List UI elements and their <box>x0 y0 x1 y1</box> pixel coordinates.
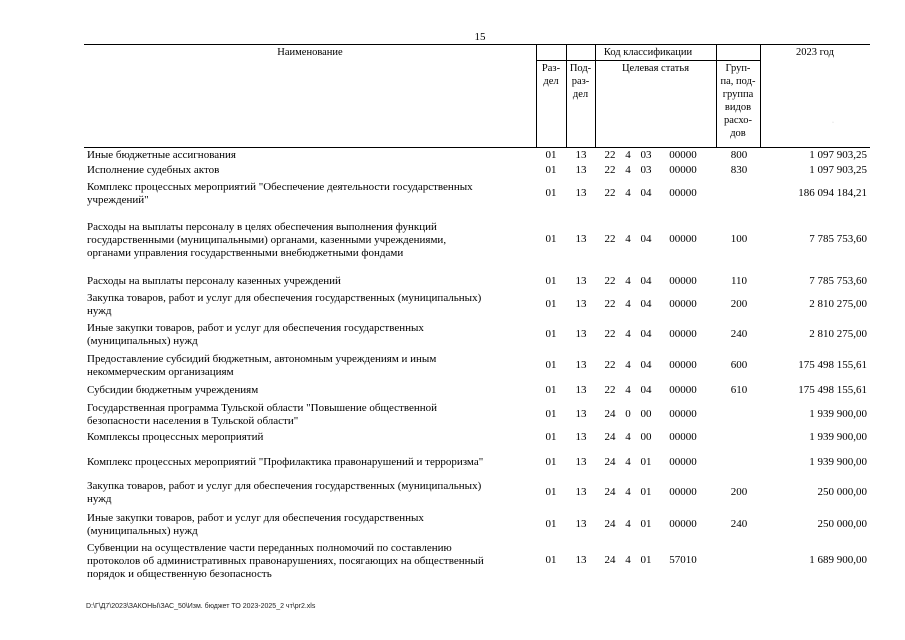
code-razdel: 01 <box>545 408 557 420</box>
row-amount: 1 939 900,00 <box>809 431 867 443</box>
code-vid: 240 <box>730 518 748 530</box>
code-razdel: 01 <box>545 384 557 396</box>
code-target-program: 22 <box>604 164 616 176</box>
decoration-mark: · <box>832 120 834 126</box>
row-name: Субсидии бюджетным учреждениям <box>87 384 259 396</box>
code-target-direction: 57010 <box>669 554 697 566</box>
code-target-subprogram: 4 <box>625 431 631 443</box>
code-target-event: 01 <box>640 518 652 530</box>
code-target-event: 01 <box>640 486 652 498</box>
code-target-direction: 00000 <box>669 328 697 340</box>
row-name: Иные закупки товаров, работ и услуг для обеспечения государственных (муниципальных) нужд <box>87 512 424 537</box>
row-name: Расходы на выплаты персоналу в целях обеспечения выполнения функций государственными (муниципальными) органами, казенными учреждениями, органами управления государственными внебюджетными фондами <box>87 221 447 259</box>
code-razdel: 01 <box>545 164 557 176</box>
code-target-program: 24 <box>604 431 616 443</box>
code-target-program: 24 <box>604 486 616 498</box>
row-amount: 175 498 155,61 <box>798 384 867 396</box>
row-name: Закупка товаров, работ и услуг для обеспечения государственных (муниципальных) нужд <box>87 480 482 505</box>
row-amount: 1 939 900,00 <box>809 456 867 468</box>
header-vid: Груп- па, под- группа видов расхо- дов <box>720 63 756 139</box>
code-target-direction: 00000 <box>669 431 697 443</box>
code-razdel: 01 <box>545 328 557 340</box>
code-target-event: 04 <box>640 275 652 287</box>
code-podrazdel: 13 <box>575 164 587 176</box>
footer-path: D:\Г\Д7\2023\ЗАКОНЫ\ЗАС_50\Изм. бюджет ТО 2023-2025_2 чт\pr2.xls <box>86 603 316 610</box>
row-amount: 7 785 753,60 <box>809 233 867 245</box>
row-amount: 186 094 184,21 <box>798 187 867 199</box>
code-target-event: 01 <box>640 554 652 566</box>
code-target-event: 04 <box>640 187 652 199</box>
code-podrazdel: 13 <box>575 456 587 468</box>
code-target-direction: 00000 <box>669 233 697 245</box>
code-vid: 110 <box>730 275 748 287</box>
code-target-event: 04 <box>640 233 652 245</box>
row-name: Закупка товаров, работ и услуг для обеспечения государственных (муниципальных) нужд <box>87 292 482 317</box>
code-target-event: 04 <box>640 359 652 371</box>
header-target: Целевая статья <box>621 63 690 74</box>
code-razdel: 01 <box>545 359 557 371</box>
row-name: Расходы на выплаты персоналу казенных учреждений <box>87 275 341 287</box>
code-target-subprogram: 4 <box>625 456 631 468</box>
code-target-program: 22 <box>604 384 616 396</box>
code-razdel: 01 <box>545 275 557 287</box>
code-target-event: 01 <box>640 456 652 468</box>
code-vid: 830 <box>730 164 748 176</box>
code-razdel: 01 <box>545 456 557 468</box>
code-target-direction: 00000 <box>669 359 697 371</box>
row-name: Исполнение судебных актов <box>87 164 220 176</box>
code-podrazdel: 13 <box>575 328 587 340</box>
code-razdel: 01 <box>545 554 557 566</box>
code-target-subprogram: 4 <box>625 554 631 566</box>
code-target-subprogram: 4 <box>625 298 631 310</box>
code-podrazdel: 13 <box>575 486 587 498</box>
code-target-program: 24 <box>604 518 616 530</box>
row-name: Комплекс процессных мероприятий "Обеспечение деятельности государственных учреждений" <box>87 181 473 206</box>
code-target-subprogram: 4 <box>625 359 631 371</box>
code-podrazdel: 13 <box>575 431 587 443</box>
row-amount: 7 785 753,60 <box>809 275 867 287</box>
code-target-event: 03 <box>640 164 652 176</box>
row-amount: 250 000,00 <box>817 486 867 498</box>
code-target-direction: 00000 <box>669 456 697 468</box>
code-podrazdel: 13 <box>575 275 587 287</box>
row-amount: 250 000,00 <box>817 518 867 530</box>
row-amount: 2 810 275,00 <box>809 298 867 310</box>
code-vid: 200 <box>730 486 748 498</box>
code-vid: 100 <box>730 233 748 245</box>
code-target-direction: 00000 <box>669 518 697 530</box>
code-target-program: 22 <box>604 328 616 340</box>
code-target-program: 22 <box>604 187 616 199</box>
row-name: Комплексы процессных мероприятий <box>87 431 264 443</box>
row-name: Государственная программа Тульской области "Повышение общественной безопасности населения в Тульской области" <box>87 402 437 427</box>
code-target-event: 04 <box>640 384 652 396</box>
header-code-group: Код классификации <box>603 47 693 58</box>
code-target-subprogram: 4 <box>625 384 631 396</box>
code-target-event: 00 <box>640 408 652 420</box>
code-podrazdel: 13 <box>575 359 587 371</box>
code-vid: 600 <box>730 359 748 371</box>
code-target-program: 22 <box>604 233 616 245</box>
code-vid: 610 <box>730 384 748 396</box>
header-razdel: Раз- дел <box>541 63 561 87</box>
code-target-program: 22 <box>604 275 616 287</box>
code-target-program: 22 <box>604 298 616 310</box>
header-year: 2023 год <box>796 47 834 58</box>
code-podrazdel: 13 <box>575 518 587 530</box>
code-target-event: 03 <box>640 149 652 161</box>
page-number: 15 <box>474 31 486 43</box>
header-podrazdel: Под- раз- дел <box>569 63 592 100</box>
code-target-event: 04 <box>640 298 652 310</box>
row-amount: 2 810 275,00 <box>809 328 867 340</box>
code-target-direction: 00000 <box>669 384 697 396</box>
code-razdel: 01 <box>545 431 557 443</box>
code-razdel: 01 <box>545 233 557 245</box>
code-target-direction: 00000 <box>669 408 697 420</box>
row-amount: 1 939 900,00 <box>809 408 867 420</box>
row-name: Иные закупки товаров, работ и услуг для обеспечения государственных (муниципальных) нужд <box>87 322 424 347</box>
code-podrazdel: 13 <box>575 187 587 199</box>
code-target-direction: 00000 <box>669 164 697 176</box>
header-name: Наименование <box>277 47 343 58</box>
code-target-subprogram: 4 <box>625 486 631 498</box>
code-target-subprogram: 4 <box>625 328 631 340</box>
code-target-direction: 00000 <box>669 275 697 287</box>
code-podrazdel: 13 <box>575 233 587 245</box>
code-target-program: 22 <box>604 359 616 371</box>
row-amount: 1 097 903,25 <box>809 164 867 176</box>
row-name: Комплекс процессных мероприятий "Профилактика правонарушений и терроризма" <box>87 456 484 468</box>
code-target-subprogram: 4 <box>625 233 631 245</box>
code-podrazdel: 13 <box>575 298 587 310</box>
code-target-program: 24 <box>604 554 616 566</box>
code-target-subprogram: 4 <box>625 187 631 199</box>
code-target-program: 24 <box>604 408 616 420</box>
code-target-subprogram: 4 <box>625 164 631 176</box>
code-razdel: 01 <box>545 486 557 498</box>
code-vid: 800 <box>730 149 748 161</box>
code-target-direction: 00000 <box>669 149 697 161</box>
code-target-event: 04 <box>640 328 652 340</box>
code-target-subprogram: 4 <box>625 275 631 287</box>
code-razdel: 01 <box>545 298 557 310</box>
code-target-direction: 00000 <box>669 486 697 498</box>
code-target-event: 00 <box>640 431 652 443</box>
table-header <box>84 44 870 148</box>
code-podrazdel: 13 <box>575 384 587 396</box>
row-name: Предоставление субсидий бюджетным, автономным учреждениям и иным некоммерческим организациям <box>87 353 437 378</box>
row-amount: 1 689 900,00 <box>809 554 867 566</box>
code-target-subprogram: 0 <box>625 408 631 420</box>
code-vid: 200 <box>730 298 748 310</box>
code-target-program: 22 <box>604 149 616 161</box>
row-amount: 1 097 903,25 <box>809 149 867 161</box>
code-target-program: 24 <box>604 456 616 468</box>
code-razdel: 01 <box>545 149 557 161</box>
code-podrazdel: 13 <box>575 149 587 161</box>
code-target-subprogram: 4 <box>625 149 631 161</box>
row-name: Иные бюджетные ассигнования <box>87 149 236 161</box>
code-vid: 240 <box>730 328 748 340</box>
code-target-direction: 00000 <box>669 298 697 310</box>
code-podrazdel: 13 <box>575 408 587 420</box>
row-amount: 175 498 155,61 <box>798 359 867 371</box>
code-podrazdel: 13 <box>575 554 587 566</box>
code-razdel: 01 <box>545 187 557 199</box>
code-target-subprogram: 4 <box>625 518 631 530</box>
code-razdel: 01 <box>545 518 557 530</box>
code-target-direction: 00000 <box>669 187 697 199</box>
row-name: Субвенции на осуществление части переданных полномочий по составлению протоколов об административных правонарушениях, посягающих на общественный порядок и общественную безопасность <box>87 542 484 580</box>
